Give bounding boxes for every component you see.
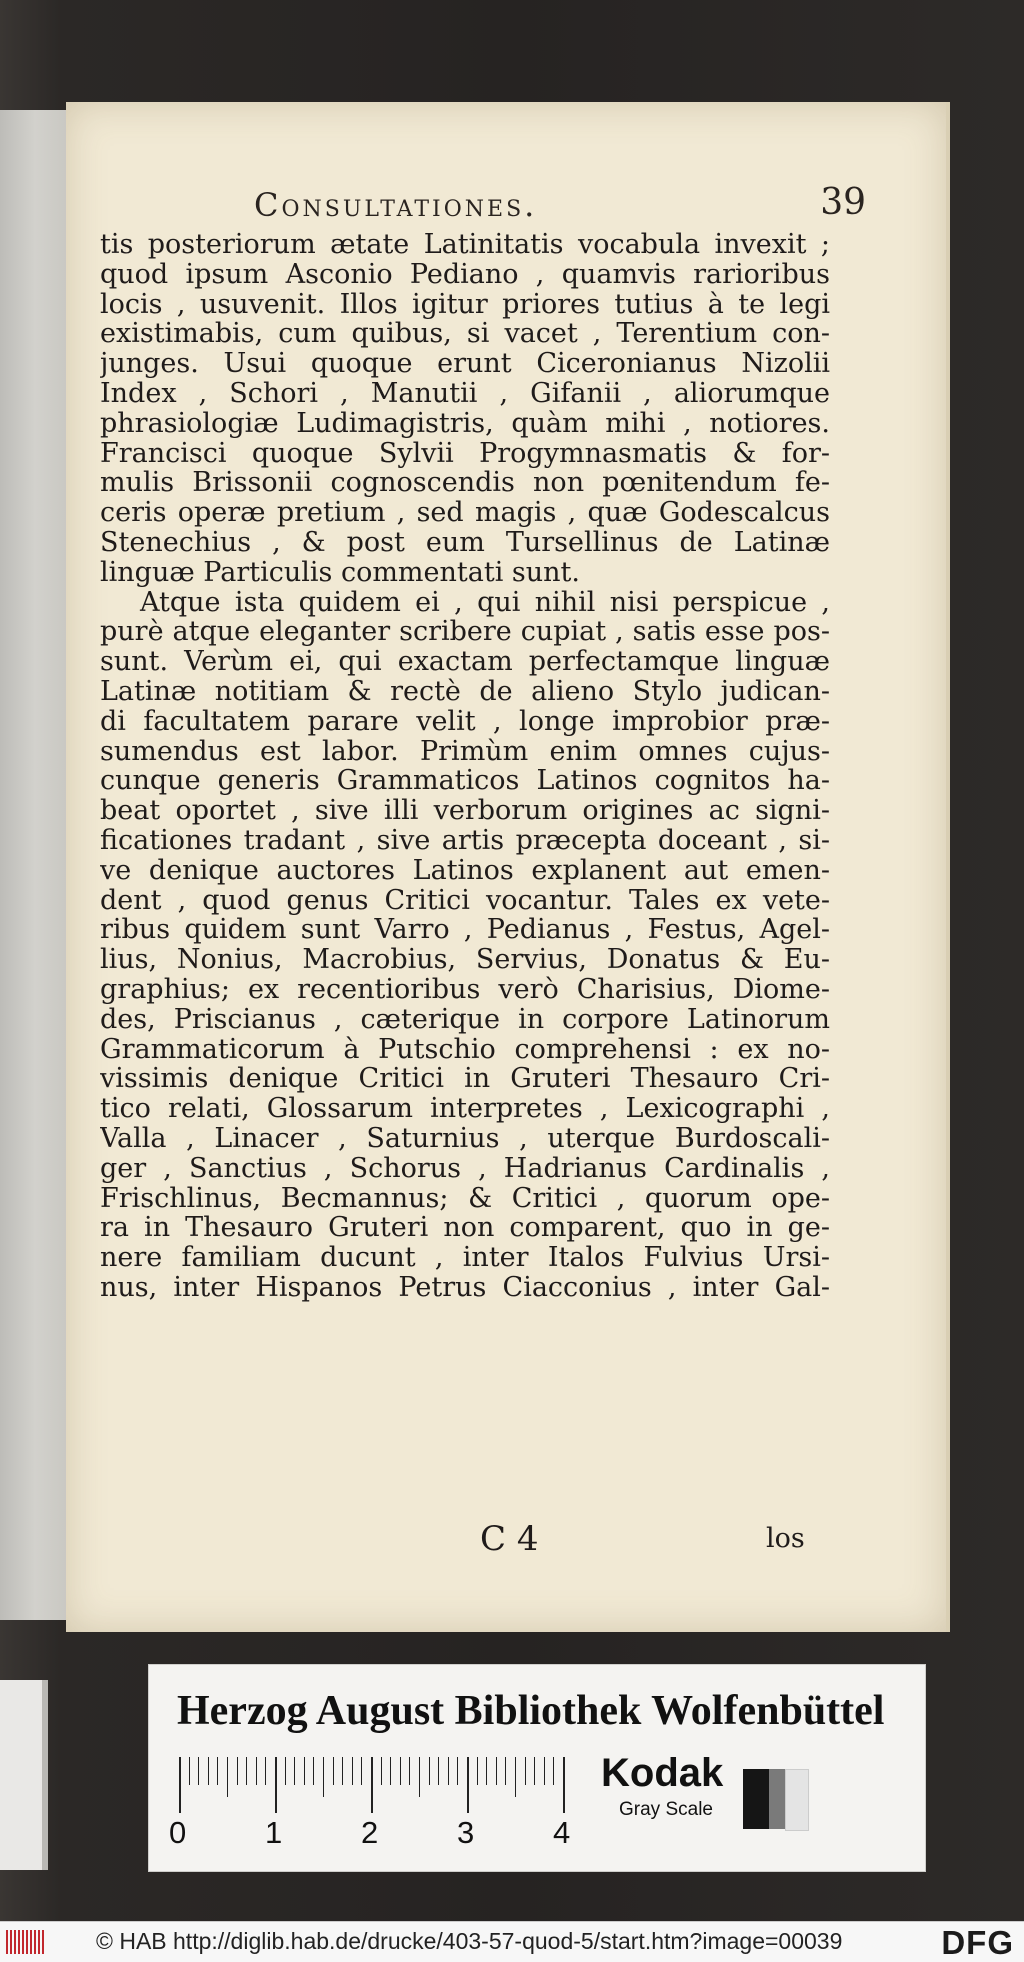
text-line: vissimis denique Critici in Gruteri Thesauro Cri- [100, 1064, 830, 1095]
text-line: mulis Brissonii cognoscendis non pœnitendum fe- [100, 468, 830, 499]
ruler-tick [448, 1757, 449, 1785]
text-line: dent , quod genus Critici vocantur. Tales ex vete- [100, 885, 830, 916]
ruler-tick [534, 1757, 535, 1785]
gray-swatch-dark [769, 1769, 785, 1829]
ruler-number: 2 [361, 1815, 379, 1850]
text-line: quod ipsum Asconio Pediano , quamvis rarioribus [100, 259, 830, 290]
ruler-tick [544, 1757, 545, 1785]
scale-ruler [179, 1757, 571, 1813]
text-line: tis posteriorum ætate Latinitatis vocabula invexit ; [100, 230, 830, 260]
ruler-tick [294, 1757, 295, 1785]
ruler-tick [477, 1757, 478, 1785]
ruler-tick [189, 1757, 190, 1785]
text-line: Francisci quoque Sylvii Progymnasmatis & for- [100, 438, 830, 469]
ruler-tick [553, 1757, 554, 1785]
running-title: Consultationes. [254, 186, 538, 224]
kodak-logo: Kodak [601, 1751, 724, 1795]
ruler-tick [275, 1757, 277, 1813]
ruler-tick [467, 1757, 469, 1813]
ruler-tick [323, 1757, 324, 1797]
text-line: Frischlinus, Becmannus; & Critici , quorum ope- [100, 1183, 830, 1214]
ruler-tick [352, 1757, 353, 1785]
text-line: junges. Usui quoque erunt Ciceronianus Nizolii [100, 349, 830, 379]
ruler-tick [342, 1757, 343, 1785]
catchword: los [766, 1523, 805, 1554]
text-line: tico relati, Glossarum interpretes , Lexicographi , [100, 1094, 830, 1124]
text-line: des, Priscianus , cæterique in corpore Latinorum [100, 1004, 830, 1035]
text-line: cunque generis Grammaticos Latinos cognitos ha- [100, 766, 830, 797]
signature-mark: C 4 [480, 1519, 539, 1559]
ruler-tick [400, 1757, 401, 1785]
ruler-tick [246, 1757, 247, 1785]
ruler-number: 3 [457, 1815, 475, 1850]
text-line: Latinæ notitiam & rectè de alieno Stylo judican- [100, 676, 830, 707]
text-line: sunt. Verùm ei, qui exactam perfectamque linguæ [100, 647, 830, 677]
text-line: ceris operæ pretium , sed magis , quæ Godescalcus [100, 498, 830, 528]
dfg-logo: DFG [941, 1924, 1014, 1961]
text-line: sumendus est labor. Primùm enim omnes cujus- [100, 736, 830, 767]
library-label [148, 1664, 926, 1872]
gray-swatch-black [743, 1769, 769, 1829]
ruler-tick [419, 1757, 420, 1797]
ruler-tick [333, 1757, 334, 1785]
text-line: nere familiam ducunt , inter Italos Fulvius Ursi- [100, 1243, 830, 1273]
ruler-tick [486, 1757, 487, 1785]
ruler-number: 4 [553, 1815, 571, 1850]
ruler-tick [371, 1757, 373, 1813]
ruler-tick [217, 1757, 218, 1785]
ruler-tick [361, 1757, 362, 1785]
text-line: ger , Sanctius , Schorus , Hadrianus Cardinalis , [100, 1153, 830, 1184]
ruler-number: 0 [169, 1815, 187, 1850]
ruler-tick [505, 1757, 506, 1785]
source-credit-link[interactable]: © HAB http://diglib.hab.de/drucke/403-57-quod-5/start.htm?image=00039 [96, 1928, 843, 1954]
text-line: graphius; ex recentioribus verò Charisius, Diome- [100, 974, 830, 1005]
ruler-tick [227, 1757, 228, 1797]
ruler-tick [198, 1757, 199, 1785]
ruler-tick [525, 1757, 526, 1785]
ruler-tick [409, 1757, 410, 1785]
book-page [66, 102, 950, 1632]
text-line: linguæ Particulis commentati sunt. [100, 557, 580, 588]
ruler-tick [515, 1757, 516, 1797]
ruler-number: 1 [265, 1815, 283, 1850]
ruler-tick [179, 1757, 181, 1813]
text-line: ra in Thesauro Gruteri non comparent, quo in ge- [100, 1213, 830, 1244]
text-line: Valla , Linacer , Saturnius , uterque Burdoscali- [100, 1123, 830, 1154]
text-line: locis , usuvenit. Illos igitur priores tutius à te legi [100, 289, 830, 320]
ruler-tick [285, 1757, 286, 1785]
text-line: lius, Nonius, Macrobius, Servius, Donatus & Eu- [100, 945, 830, 975]
ruler-numbers [169, 1815, 589, 1851]
text-line: di facultatem parare velit , longe improbior præ- [100, 706, 830, 737]
previous-label-edge [0, 1680, 48, 1870]
ruler-tick [265, 1757, 266, 1785]
text-line: existimabis, cum quibus, si vacet , Terentium con- [100, 319, 830, 350]
ruler-tick [313, 1757, 314, 1785]
ruler-tick [457, 1757, 458, 1785]
text-line: purè atque eleganter scribere cupiat , satis esse pos- [100, 617, 830, 648]
ruler-tick [390, 1757, 391, 1785]
text-line: Grammaticorum à Putschio comprehensi : ex no- [100, 1034, 830, 1065]
ruler-tick [208, 1757, 209, 1785]
text-line: Index , Schori , Manutii , Gifanii , aliorumque [100, 378, 830, 409]
barcode-icon [6, 1930, 46, 1954]
ruler-tick [381, 1757, 382, 1785]
text-line: phrasiologiæ Ludimagistris, quàm mihi , notiores. [100, 408, 830, 439]
text-line: ficationes tradant , sive artis præcepta doceant , si- [100, 825, 830, 856]
ruler-tick [304, 1757, 305, 1785]
library-name: Herzog August Bibliothek Wolfenbüttel [177, 1688, 885, 1734]
ruler-tick [563, 1757, 565, 1813]
text-line: ve denique auctores Latinos explanent aut emen- [100, 855, 830, 886]
footer-bar [0, 1921, 1024, 1962]
gray-scale-caption: Gray Scale [619, 1799, 713, 1820]
gray-swatch-light [785, 1769, 809, 1831]
text-line: nus, inter Hispanos Petrus Ciacconius , inter Gal- [100, 1272, 830, 1303]
text-line: beat oportet , sive illi verborum origines ac signi- [100, 796, 830, 826]
page-number: 39 [820, 182, 866, 223]
ruler-tick [429, 1757, 430, 1785]
text-line: ribus quidem sunt Varro , Pedianus , Festus, Agel- [100, 915, 830, 946]
text-line: Atque ista quidem ei , qui nihil nisi perspicue , [140, 587, 830, 618]
ruler-tick [438, 1757, 439, 1785]
body-text [100, 230, 830, 1303]
ruler-tick [237, 1757, 238, 1785]
ruler-tick [256, 1757, 257, 1785]
text-line: Stenechius , & post eum Tursellinus de Latinæ [100, 527, 830, 558]
ruler-tick [496, 1757, 497, 1785]
